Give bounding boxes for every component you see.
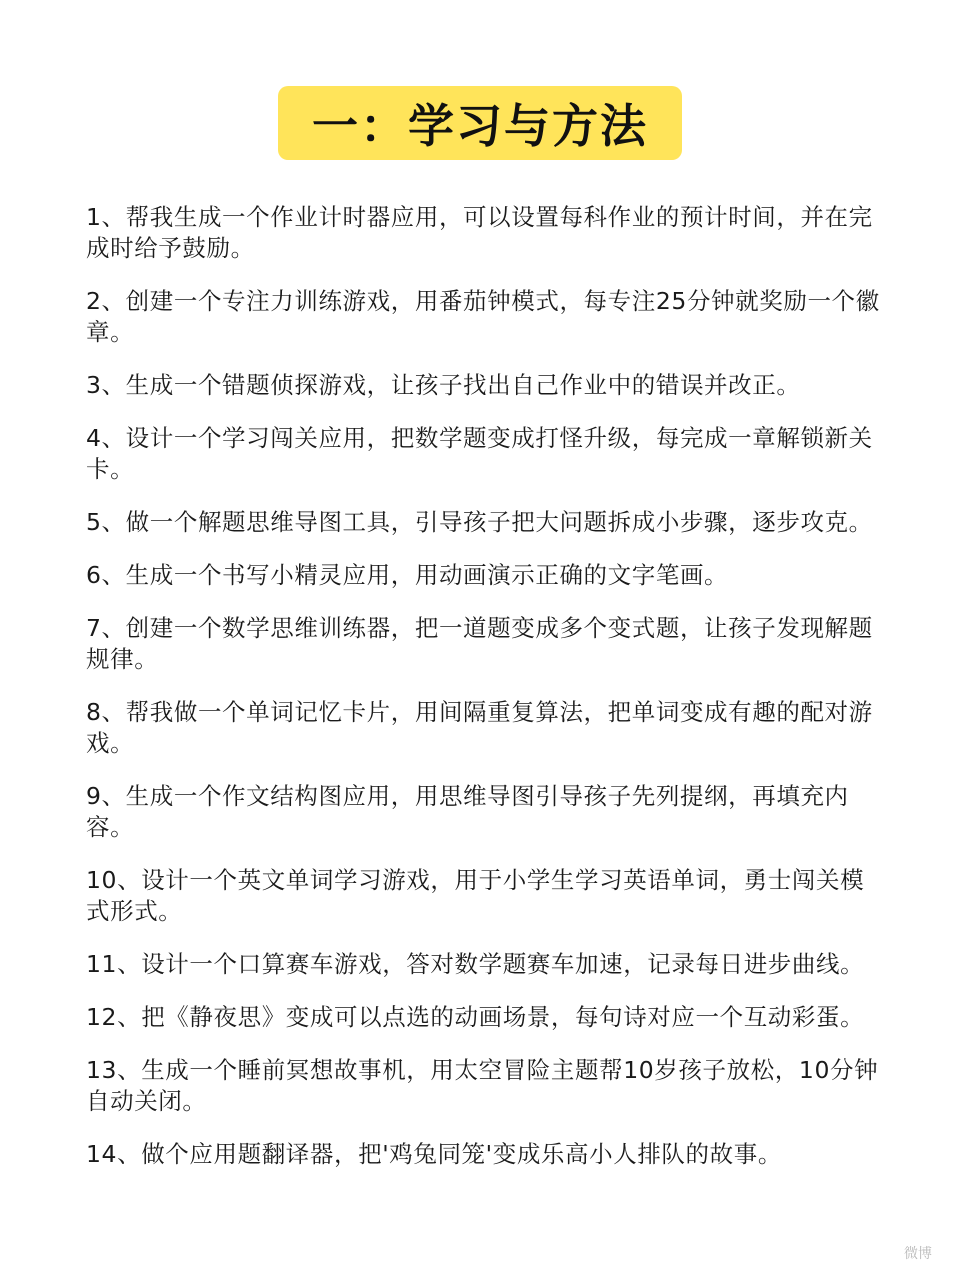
list-item: 2、创建一个专注力训练游戏，用番茄钟模式，每专注25分钟就奖励一个徽章。 <box>86 287 880 346</box>
list-item: 10、设计一个英文单词学习游戏，用于小学生学习英语单词，勇士闯关模式形式。 <box>86 866 865 925</box>
list-item: 11、设计一个口算赛车游戏，答对数学题赛车加速，记录每日进步曲线。 <box>86 950 865 978</box>
list-item: 3、生成一个错题侦探游戏，让孩子找出自己作业中的错误并改正。 <box>86 371 801 399</box>
list-item: 12、把《静夜思》变成可以点选的动画场景，每句诗对应一个互动彩蛋。 <box>86 1003 865 1031</box>
list-item: 7、创建一个数学思维训练器，把一道题变成多个变式题，让孩子发现解题规律。 <box>86 614 873 673</box>
section-title: 一：学习与方法 <box>278 86 682 160</box>
list-item: 6、生成一个书写小精灵应用，用动画演示正确的文字笔画。 <box>86 561 729 589</box>
list-item: 8、帮我做一个单词记忆卡片，用间隔重复算法，把单词变成有趣的配对游戏。 <box>86 698 873 757</box>
title-container <box>0 86 960 160</box>
watermark: 微博 <box>904 1246 932 1262</box>
list-item: 1、帮我生成一个作业计时器应用，可以设置每科作业的预计时间，并在完成时给予鼓励。 <box>86 203 873 262</box>
list-item: 13、生成一个睡前冥想故事机，用太空冒险主题帮10岁孩子放松，10分钟自动关闭。 <box>86 1056 879 1115</box>
list-item: 9、生成一个作文结构图应用，用思维导图引导孩子先列提纲，再填充内容。 <box>86 782 849 841</box>
list-item: 4、设计一个学习闯关应用，把数学题变成打怪升级，每完成一章解锁新关卡。 <box>86 424 873 483</box>
list-item: 5、做一个解题思维导图工具，引导孩子把大问题拆成小步骤，逐步攻克。 <box>86 508 873 536</box>
list-item: 14、做个应用题翻译器，把'鸡兔同笼'变成乐高小人排队的故事。 <box>86 1140 782 1168</box>
idea-list <box>86 202 886 1192</box>
